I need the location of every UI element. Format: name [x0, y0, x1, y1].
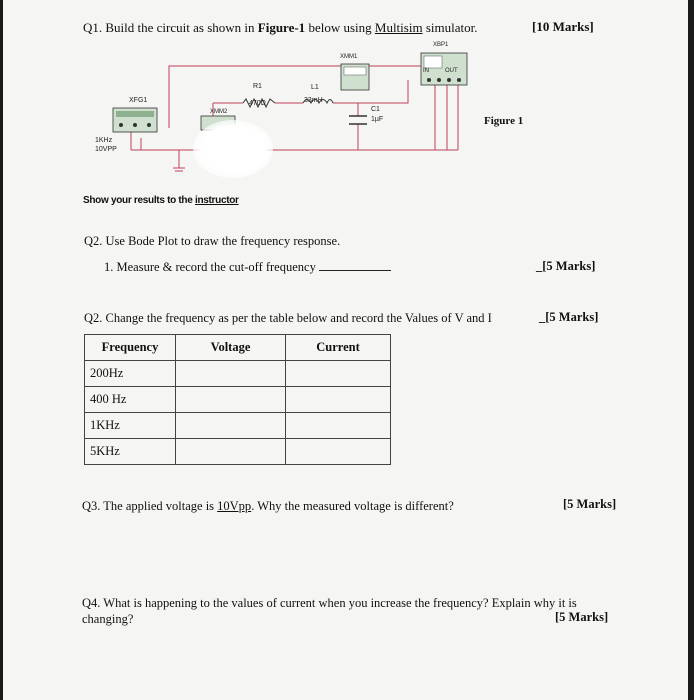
q4-marks: [5 Marks]: [555, 610, 609, 624]
q4-question-line2: changing?: [82, 612, 134, 626]
current-cell[interactable]: [286, 387, 391, 413]
frequency-table: [84, 334, 391, 465]
label-c1-value: 1µF: [371, 116, 384, 123]
q3-prefix: Q3. The applied voltage is: [82, 499, 218, 513]
voltage-cell[interactable]: [176, 413, 286, 439]
table-header-row: [85, 335, 391, 361]
q3-marks: [5 Marks]: [563, 497, 617, 511]
photo-glare: [193, 120, 273, 178]
frequency-cell: 5KHz: [85, 439, 176, 465]
label-xmm2: XMM2: [210, 109, 228, 115]
label-vpp: 10VPP: [95, 146, 117, 153]
q1-marks: [10 Marks]: [532, 19, 594, 34]
q2a-item-text: 1. Measure & record the cut-off frequency: [104, 260, 316, 274]
label-xmm1: XMM1: [340, 54, 358, 60]
q4-question-line1: Q4. What is happening to the values of current when you increase the frequency? Explain why it is: [82, 596, 577, 610]
header-frequency: Frequency: [85, 335, 176, 361]
table-row: [85, 439, 391, 465]
label-r1-value: 470Ω: [249, 100, 266, 107]
voltage-cell[interactable]: [176, 387, 286, 413]
q2a-item: [104, 260, 391, 275]
table-row: [85, 387, 391, 413]
show-results-prefix: Show your results to the: [83, 195, 195, 206]
q2a-question: Q2. Use Bode Plot to draw the frequency response.: [84, 234, 341, 248]
label-l1-value: 33mH: [304, 97, 323, 104]
show-results-note: [83, 195, 239, 206]
table-row: [85, 413, 391, 439]
label-l1: L1: [311, 84, 319, 91]
cutoff-answer-line[interactable]: [319, 260, 391, 271]
voltage-cell[interactable]: [176, 361, 286, 387]
q1-prefix: Q1. Build the circuit as shown in: [83, 20, 258, 35]
header-voltage: Voltage: [176, 335, 286, 361]
header-current: Current: [286, 335, 391, 361]
frequency-cell: 400 Hz: [85, 387, 176, 413]
frequency-cell: 200Hz: [85, 361, 176, 387]
q2b-question: Q2. Change the frequency as per the table below and record the Values of V and I: [84, 311, 492, 325]
worksheet-page: [3, 0, 688, 700]
label-frequency: 1KHz: [95, 137, 113, 144]
current-cell[interactable]: [286, 439, 391, 465]
current-cell[interactable]: [286, 413, 391, 439]
q3-question: [82, 499, 454, 514]
frequency-cell: 1KHz: [85, 413, 176, 439]
figure-caption: Figure 1: [484, 115, 524, 127]
q1-figure-ref: Figure-1: [257, 20, 306, 35]
circuit-diagram: [3, 0, 688, 200]
q2a-marks: _[5 Marks]: [536, 259, 596, 273]
label-out: OUT: [445, 68, 458, 74]
q1-simulator: Multisim: [374, 20, 423, 35]
q3-value: 10Vpp: [217, 499, 252, 513]
label-r1: R1: [253, 83, 262, 90]
current-cell[interactable]: [286, 361, 391, 387]
label-xfg1: XFG1: [129, 97, 148, 104]
label-c1: C1: [371, 106, 380, 113]
q1-suffix: simulator.: [422, 20, 478, 35]
q2b-marks: _[5 Marks]: [539, 310, 599, 324]
q3-suffix: . Why the measured voltage is different?: [251, 499, 454, 513]
q1-mid: below using: [305, 20, 375, 35]
show-results-instructor: instructor: [194, 195, 239, 206]
label-xbp1: XBP1: [433, 42, 449, 48]
voltage-cell[interactable]: [176, 439, 286, 465]
label-in: IN: [423, 68, 429, 74]
table-row: [85, 361, 391, 387]
